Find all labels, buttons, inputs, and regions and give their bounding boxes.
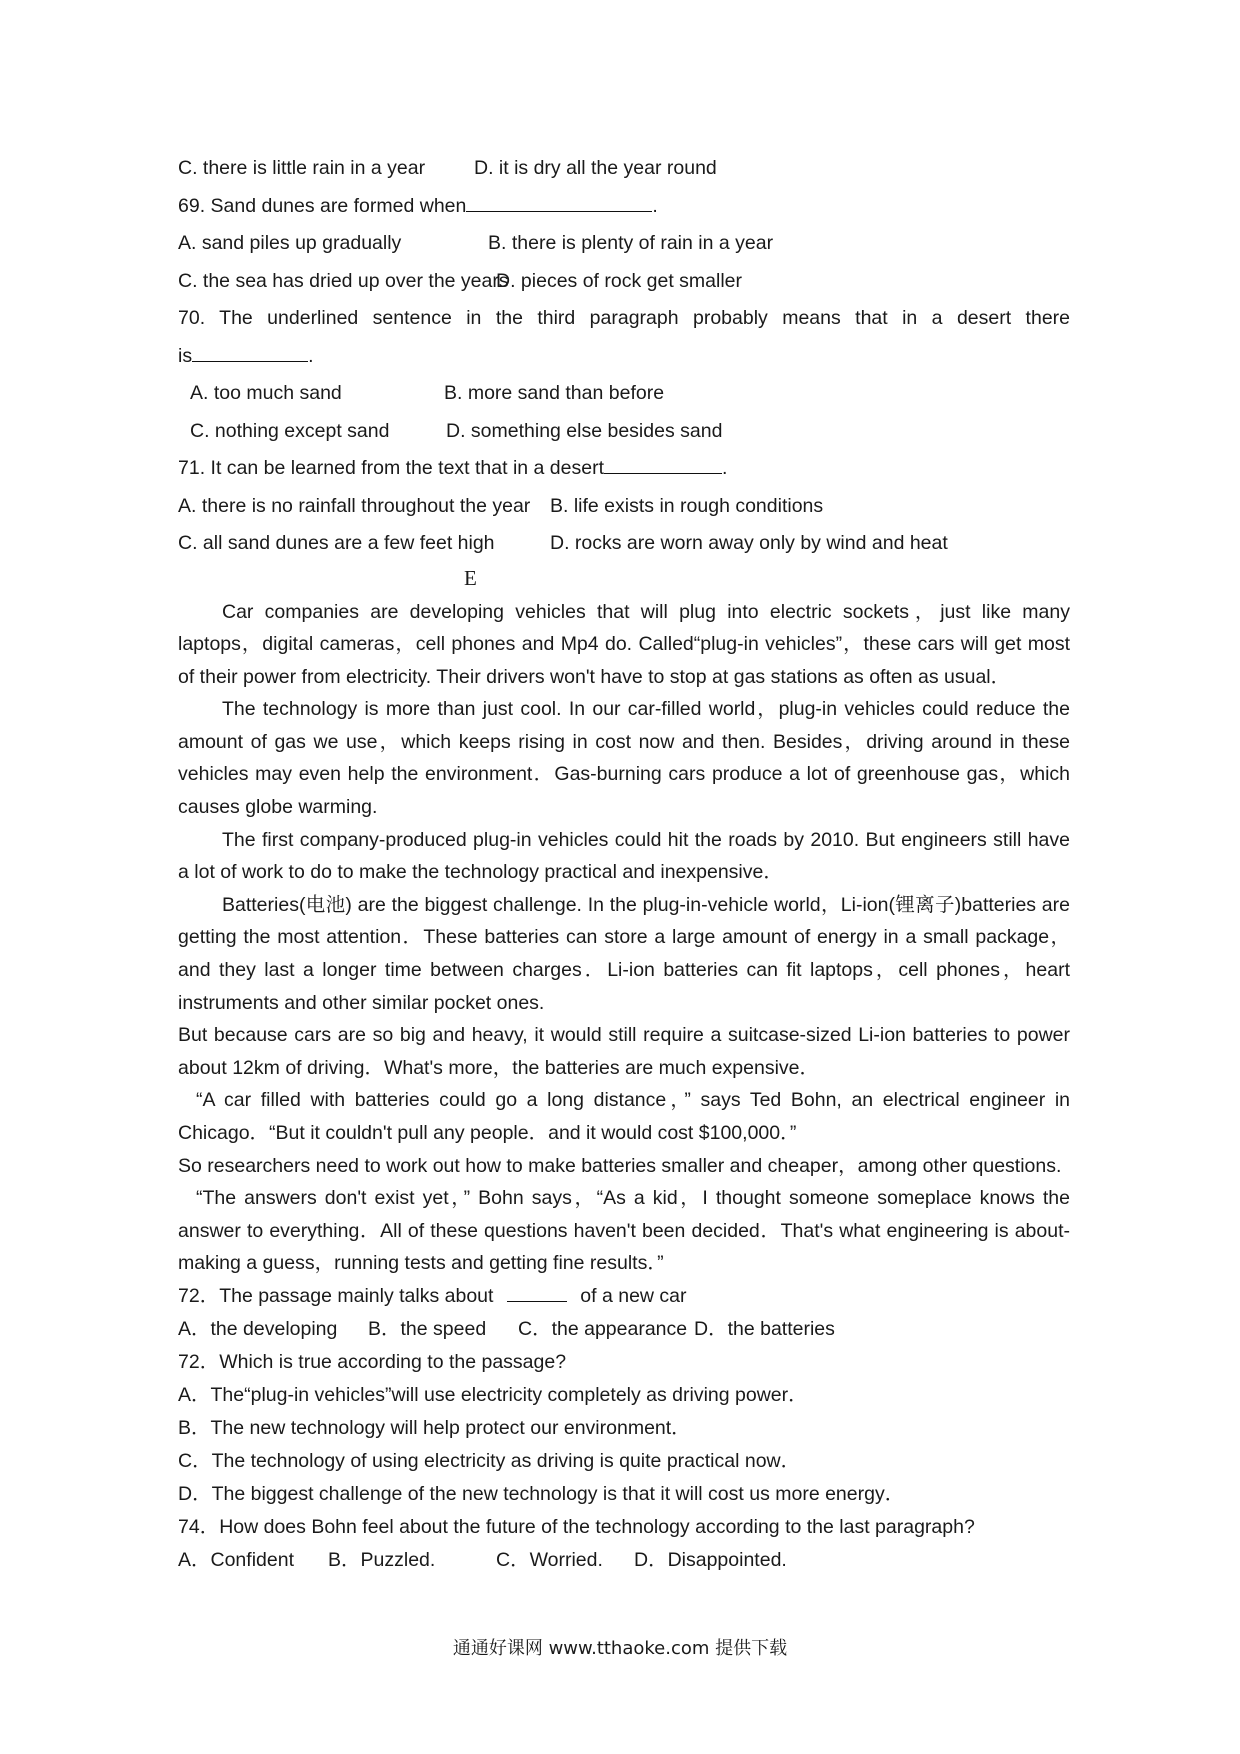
q74-stem: 74．How does Bohn feel about the future of the technology according to the last paragraph? bbox=[178, 1515, 975, 1538]
q69-option-a: A. sand piles up gradually bbox=[178, 232, 402, 254]
q72a-stem-after: of a new car bbox=[580, 1284, 687, 1307]
passage-paragraph: The technology is more than just cool. In our car-filled world，plug-in vehicles could reduce the amount of gas we use，which keeps rising in cost now and then. Besides，driving around in these vehicles may even help the environment．Gas-burning cars produce a lot of greenhouse gas，which causes globe warming. bbox=[178, 698, 1070, 819]
q71-options-cd bbox=[178, 525, 1070, 563]
q72b-option-a: A．The“plug-in vehicles”will use electricity completely as driving power． bbox=[178, 1383, 808, 1406]
q68-option-d: D. it is dry all the year round bbox=[474, 157, 717, 179]
q70-option-c: C. nothing except sand bbox=[190, 419, 390, 442]
q74-option-b: B．Puzzled. bbox=[328, 1548, 436, 1571]
q74-option-d: D．Disappointed. bbox=[634, 1548, 787, 1571]
q70-stem-line1 bbox=[178, 300, 1070, 338]
q70-stem-text-2: is bbox=[178, 344, 193, 367]
q71-options-ab bbox=[178, 488, 1070, 526]
passage-paragraph: Batteries(电池) are the biggest challenge. In the plug-in-vehicle world，Li-ion(锂离子)batteries are getting the most attention．These batteries can store a large amount of energy in a small package，and they last a longer time between charges．Li-ion batteries can fit laptops，cell phones，heart instruments and other similar pocket ones. bbox=[178, 893, 1070, 1014]
answer-blank bbox=[604, 451, 722, 474]
page-footer: 通通好课网 www.tthaoke.com 提供下载 bbox=[452, 1638, 788, 1659]
q69-option-c: C. the sea has dried up over the years bbox=[178, 269, 509, 292]
passage-paragraph: So researchers need to work out how to make batteries smaller and cheaper，among other questions. bbox=[178, 1154, 1062, 1177]
q71-stem-text: 71. It can be learned from the text that in a desert bbox=[178, 457, 605, 479]
q72a-options bbox=[178, 1313, 1070, 1346]
questions-block bbox=[178, 1280, 1070, 1577]
q72a-option-c: C．the appearance bbox=[518, 1317, 688, 1340]
q72a-option-d: D．the batteries bbox=[694, 1317, 835, 1340]
q71-option-b: B. life exists in rough conditions bbox=[550, 494, 824, 517]
worksheet-page bbox=[178, 150, 1070, 1577]
q69-stem-text: 69. Sand dunes are formed when bbox=[178, 194, 467, 217]
answer-blank bbox=[507, 1281, 567, 1302]
passage-paragraph: “A car filled with batteries could go a long distance，” says Ted Bohn, an electrical engineer in Chicago．“But it couldn't pull any people．and it would cost $100,000．” bbox=[178, 1089, 1070, 1144]
q72a-option-b: B．the speed bbox=[368, 1317, 487, 1340]
q72b-option-d: D．The biggest challenge of the new technology is that it will cost us more energy． bbox=[178, 1482, 905, 1505]
q72b-option-b: B．The new technology will help protect our environment． bbox=[178, 1416, 691, 1439]
q72b-option-c: C．The technology of using electricity as driving is quite practical now． bbox=[178, 1449, 801, 1472]
q70-stem-line2 bbox=[178, 338, 1070, 376]
passage-paragraph: Car companies are developing vehicles that will plug into electric sockets，just like many laptops，digital cameras，cell phones and Mp4 do. Called“plug-in vehicles”，these cars will get most of their power from electricity. Their drivers won't have to stop at gas stations as often as usual． bbox=[178, 600, 1070, 688]
section-heading bbox=[178, 563, 1070, 593]
q74-option-a: A．Confident bbox=[178, 1548, 294, 1571]
q74-options bbox=[178, 1544, 1070, 1577]
q69-options-cd bbox=[178, 263, 1070, 301]
q70-options-cd bbox=[178, 413, 1070, 451]
q71-stem-end: . bbox=[722, 457, 728, 479]
q70-option-d: D. something else besides sand bbox=[446, 419, 723, 442]
q71-option-c: C. all sand dunes are a few feet high bbox=[178, 532, 495, 554]
q71-stem bbox=[178, 450, 1070, 488]
q68-option-c: C. there is little rain in a year bbox=[178, 157, 426, 179]
q69-stem-end: . bbox=[652, 194, 658, 217]
section-letter: E bbox=[464, 565, 477, 590]
q70-stem-end: . bbox=[308, 344, 314, 367]
q74-option-c: C．Worried. bbox=[496, 1548, 603, 1571]
q68-options-cd bbox=[178, 150, 1070, 188]
answer-blank bbox=[192, 339, 308, 362]
q69-options-ab bbox=[178, 225, 1070, 263]
q71-option-d: D. rocks are worn away only by wind and heat bbox=[550, 532, 948, 554]
passage-paragraph: But because cars are so big and heavy, it would still require a suitcase-sized Li-ion batteries to power about 12km of driving．What's more，the batteries are much expensive． bbox=[178, 1024, 1070, 1079]
q70-stem-text-1: 70. The underlined sentence in the third paragraph probably means that in a desert there bbox=[178, 307, 1070, 329]
passage-paragraph: “The answers don't exist yet，” Bohn says，“As a kid，I thought someone someplace knows the answer to everything．All of these questions haven't been decided．That's what engineering is about-making a guess，running tests and getting fine results．” bbox=[178, 1187, 1070, 1275]
q72a-option-a: A．the developing bbox=[178, 1317, 338, 1340]
q70-option-b: B. more sand than before bbox=[444, 382, 665, 404]
q70-option-a: A. too much sand bbox=[190, 382, 342, 404]
q72b-stem: 72．Which is true according to the passage? bbox=[178, 1350, 567, 1373]
q70-options-ab bbox=[178, 375, 1070, 413]
q69-option-b: B. there is plenty of rain in a year bbox=[488, 232, 774, 254]
answer-blank bbox=[466, 189, 652, 212]
q72a-stem bbox=[178, 1280, 1070, 1313]
q71-option-a: A. there is no rainfall throughout the year bbox=[178, 494, 531, 517]
reading-passage bbox=[178, 596, 1070, 1280]
passage-paragraph: The first company-produced plug-in vehicles could hit the roads by 2010. But engineers still have a lot of work to do to make the technology practical and inexpensive． bbox=[178, 828, 1070, 884]
q69-option-d: D. pieces of rock get smaller bbox=[496, 269, 743, 292]
q72a-stem-text: 72．The passage mainly talks about bbox=[178, 1284, 494, 1307]
q69-stem bbox=[178, 188, 1070, 226]
